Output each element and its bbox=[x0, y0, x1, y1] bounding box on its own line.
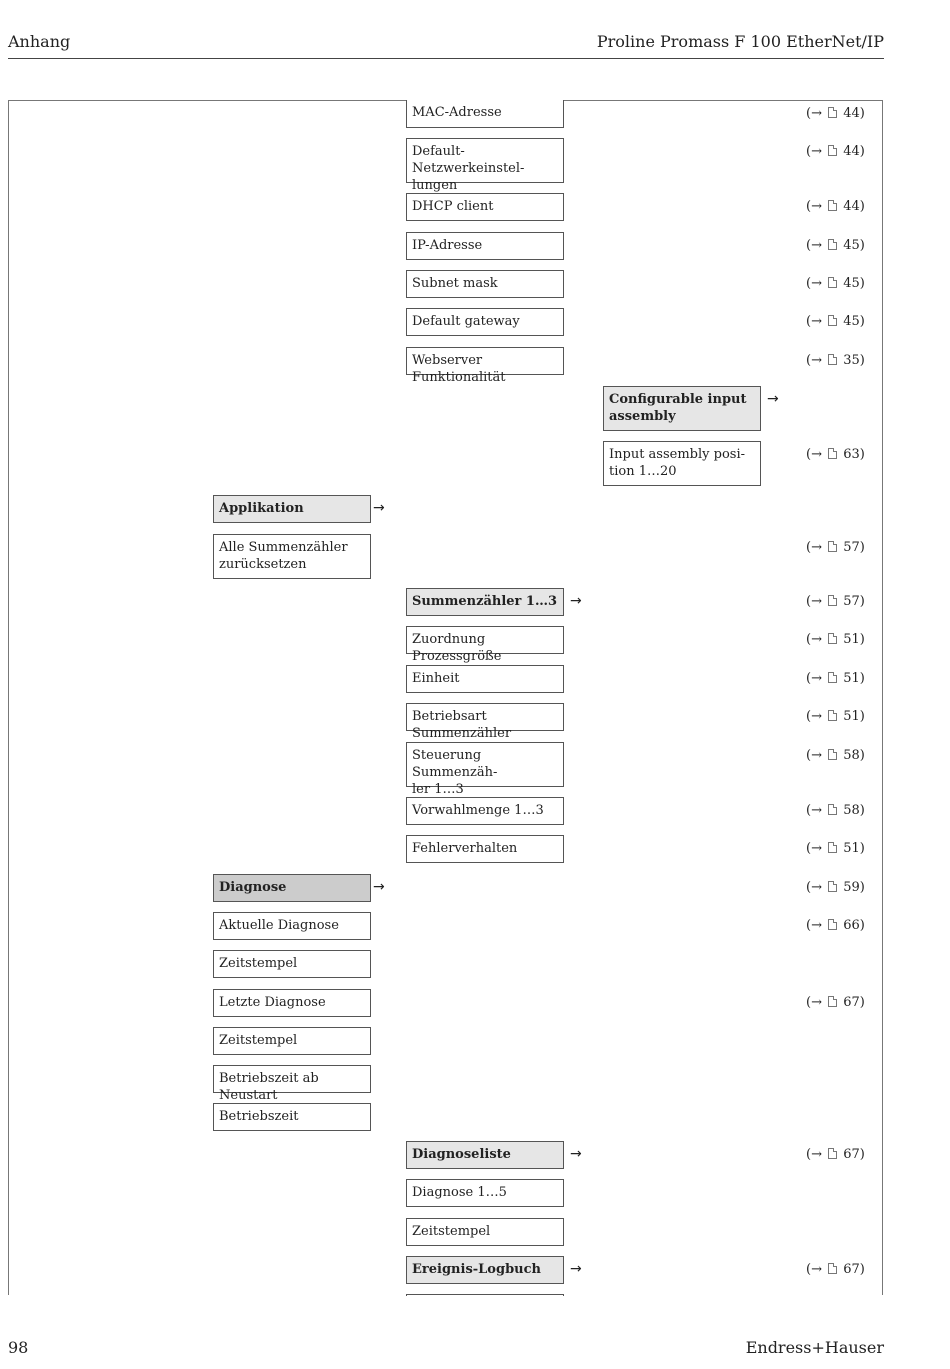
menu-item-ereignis-logbuch bbox=[406, 1256, 564, 1284]
menu-item-label: Letzte Diagnose bbox=[219, 995, 326, 1010]
page-reference: (→ 45) bbox=[806, 238, 865, 253]
page-icon bbox=[828, 1148, 837, 1159]
menu-item-label: MAC-Adresse bbox=[412, 105, 502, 120]
page-reference: (→ 44) bbox=[806, 106, 865, 121]
menu-item-label: assembly bbox=[609, 409, 676, 424]
menu-item-label: Configurable input bbox=[609, 392, 747, 407]
menu-item-label: Input assembly posi- bbox=[609, 447, 745, 462]
page-icon bbox=[828, 749, 837, 760]
page-reference: (→ 67) bbox=[806, 1262, 865, 1277]
menu-item-configurable-input-assembly bbox=[603, 386, 761, 431]
menu-item-label: ler 1…3 bbox=[412, 782, 464, 797]
menu-item-label: lungen bbox=[412, 178, 458, 193]
page-icon bbox=[828, 354, 837, 365]
menu-item-label: zurücksetzen bbox=[219, 557, 307, 572]
menu-item-webserver-funktionalitaet bbox=[406, 347, 564, 385]
page-icon bbox=[828, 919, 837, 930]
menu-item-zeitstempel bbox=[406, 1218, 564, 1246]
menu-item-label: Betriebszeit ab Neustart bbox=[219, 1071, 319, 1103]
menu-item-label: Alle Summenzähler bbox=[219, 540, 348, 555]
page-reference: (→ 57) bbox=[806, 594, 865, 609]
menu-item-diagnoseliste bbox=[406, 1141, 564, 1169]
menu-item-label: Steuerung Summenzäh- bbox=[412, 748, 498, 780]
menu-item-label: Zeitstempel bbox=[412, 1224, 491, 1239]
menu-item-label: Einheit bbox=[412, 671, 460, 686]
page-icon bbox=[828, 1263, 837, 1274]
menu-item-label: Aktuelle Diagnose bbox=[219, 918, 339, 933]
menu-item-input-assembly-posi-tion-1-20 bbox=[603, 441, 761, 486]
menu-item-ip-adresse bbox=[406, 232, 564, 260]
menu-item-label: Betriebszeit bbox=[219, 1109, 299, 1124]
page-reference: (→ 57) bbox=[806, 540, 865, 555]
menu-item-label: tion 1…20 bbox=[609, 464, 677, 479]
page-icon bbox=[828, 804, 837, 815]
menu-item-default-gateway bbox=[406, 308, 564, 336]
menu-item-zeitstempel bbox=[213, 950, 371, 978]
menu-item-einheit bbox=[406, 665, 564, 693]
page-icon bbox=[828, 672, 837, 683]
running-header-section: Anhang bbox=[8, 32, 71, 51]
page-reference: (→ 51) bbox=[806, 632, 865, 647]
submenu-arrow-icon: → bbox=[373, 500, 385, 516]
menu-item-label: Diagnose 1…5 bbox=[412, 1185, 507, 1200]
menu-item-label: Diagnose bbox=[219, 880, 287, 895]
page-icon bbox=[828, 145, 837, 156]
page-reference: (→ 45) bbox=[806, 314, 865, 329]
page-reference: (→ 67) bbox=[806, 995, 865, 1010]
page-icon bbox=[828, 842, 837, 853]
page-icon bbox=[828, 107, 837, 118]
menu-item-vorwahlmenge-1-3 bbox=[406, 797, 564, 825]
menu-item-betriebsart-summenzaehler bbox=[406, 703, 564, 741]
submenu-arrow-icon: → bbox=[767, 391, 779, 407]
menu-item-label: Zeitstempel bbox=[219, 956, 298, 971]
menu-item-label: Zeitstempel bbox=[219, 1033, 298, 1048]
frame-bottom-mask bbox=[0, 1296, 950, 1326]
menu-item-betriebszeit bbox=[213, 1103, 371, 1131]
page-icon bbox=[828, 710, 837, 721]
submenu-arrow-icon: → bbox=[570, 1261, 582, 1277]
menu-item-label: Betriebsart Summenzähler bbox=[412, 709, 512, 741]
submenu-arrow-icon: → bbox=[373, 879, 385, 895]
menu-item-dhcp-client bbox=[406, 193, 564, 221]
header-divider bbox=[8, 58, 884, 59]
page-reference: (→ 58) bbox=[806, 748, 865, 763]
menu-item-label: Diagnoseliste bbox=[412, 1147, 511, 1162]
page-reference: (→ 51) bbox=[806, 671, 865, 686]
menu-item-letzte-diagnose bbox=[213, 989, 371, 1017]
page-reference: (→ 67) bbox=[806, 1147, 865, 1162]
page-reference: (→ 63) bbox=[806, 447, 865, 462]
menu-item-label: Default-Netzwerkeinstel- bbox=[412, 144, 525, 176]
page-icon bbox=[828, 595, 837, 606]
page-reference: (→ 51) bbox=[806, 709, 865, 724]
menu-item-label: Webserver Funktionalität bbox=[412, 353, 506, 385]
page-icon bbox=[828, 996, 837, 1007]
page-reference: (→ 59) bbox=[806, 880, 865, 895]
page-icon bbox=[828, 633, 837, 644]
running-header-product: Proline Promass F 100 EtherNet/IP bbox=[596, 32, 884, 51]
page-reference: (→ 58) bbox=[806, 803, 865, 818]
page-number: 98 bbox=[8, 1338, 29, 1357]
menu-item-subnet-mask bbox=[406, 270, 564, 298]
menu-item-label: Applikation bbox=[219, 501, 304, 516]
page-reference: (→ 35) bbox=[806, 353, 865, 368]
menu-item-diagnose bbox=[213, 874, 371, 902]
menu-item-zeitstempel bbox=[213, 1027, 371, 1055]
menu-item-zuordnung-prozessgroesse bbox=[406, 626, 564, 664]
page-reference: (→ 66) bbox=[806, 918, 865, 933]
menu-item-betriebszeit-ab-neustart bbox=[213, 1065, 371, 1103]
page-reference: (→ 45) bbox=[806, 276, 865, 291]
menu-item-label: Summenzähler 1…3 bbox=[412, 594, 558, 609]
page-icon bbox=[828, 200, 837, 211]
page-icon bbox=[828, 277, 837, 288]
menu-item-steuerung-summenzaeh-ler-1-3 bbox=[406, 742, 564, 797]
menu-item-applikation bbox=[213, 495, 371, 523]
page-icon bbox=[828, 315, 837, 326]
page-reference: (→ 44) bbox=[806, 144, 865, 159]
menu-item-label: Subnet mask bbox=[412, 276, 498, 291]
submenu-arrow-icon: → bbox=[570, 1146, 582, 1162]
menu-item-label: IP-Adresse bbox=[412, 238, 483, 253]
menu-item-aktuelle-diagnose bbox=[213, 912, 371, 940]
menu-item-diagnose-1-5 bbox=[406, 1179, 564, 1207]
menu-item-label: Ereignis-Logbuch bbox=[412, 1262, 541, 1277]
menu-item-mac-adresse bbox=[406, 100, 564, 128]
menu-item-label: Default gateway bbox=[412, 314, 520, 329]
menu-item-label: Fehlerverhalten bbox=[412, 841, 518, 856]
page-icon bbox=[828, 881, 837, 892]
menu-item-label: DHCP client bbox=[412, 199, 494, 214]
page-reference: (→ 51) bbox=[806, 841, 865, 856]
submenu-arrow-icon: → bbox=[570, 593, 582, 609]
page-icon bbox=[828, 448, 837, 459]
menu-item-label: Zuordnung Prozessgröße bbox=[412, 632, 502, 664]
menu-item-label: Vorwahlmenge 1…3 bbox=[412, 803, 544, 818]
menu-item-default-netzwerkeinstel-lungen bbox=[406, 138, 564, 193]
page-icon bbox=[828, 239, 837, 250]
menu-item-alle-summenzaehler-zuruecksetzen bbox=[213, 534, 371, 579]
menu-item-summenzaehler-1-3 bbox=[406, 588, 564, 616]
footer-brand: Endress+Hauser bbox=[745, 1338, 884, 1357]
page-reference: (→ 44) bbox=[806, 199, 865, 214]
page-icon bbox=[828, 541, 837, 552]
menu-item-fehlerverhalten bbox=[406, 835, 564, 863]
